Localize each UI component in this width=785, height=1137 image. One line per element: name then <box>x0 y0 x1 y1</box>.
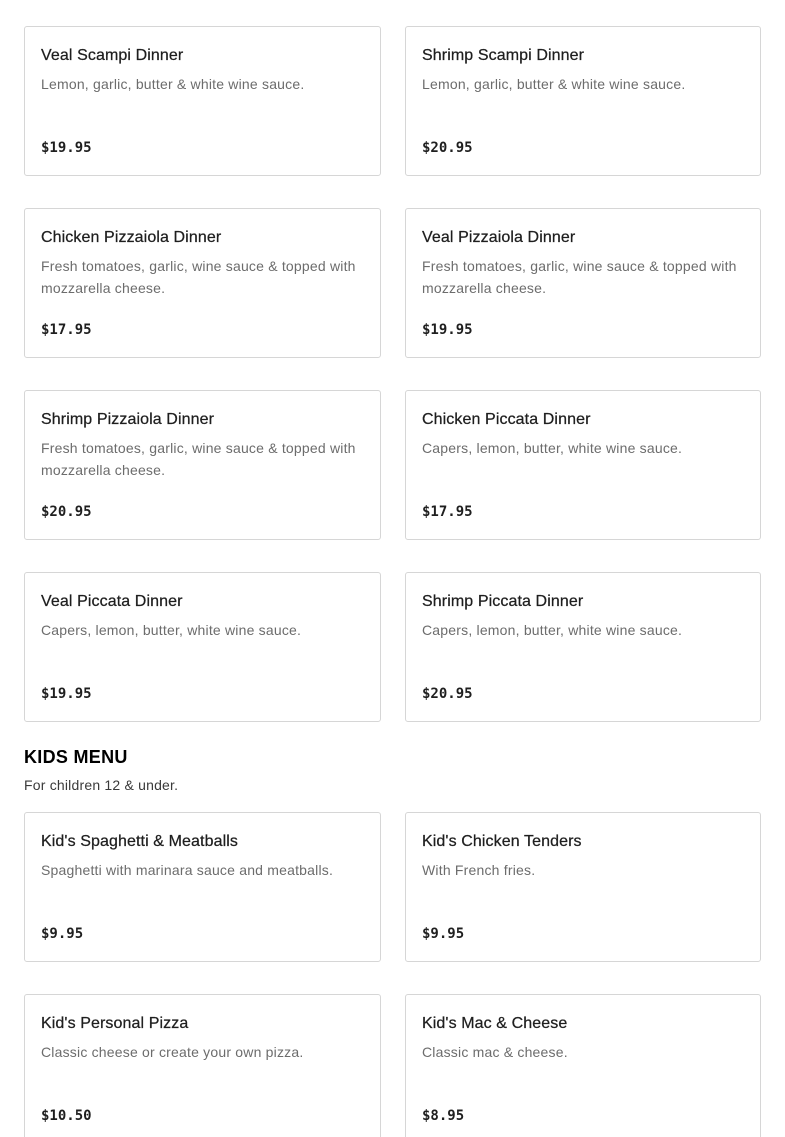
menu-item-card[interactable] <box>24 390 381 540</box>
menu-item-name: Kid's Personal Pizza <box>41 1015 189 1032</box>
menu-item-name: Veal Piccata Dinner <box>41 593 183 610</box>
menu-item-card[interactable] <box>405 994 761 1137</box>
menu-item-description: Classic cheese or create your own pizza. <box>41 1044 304 1060</box>
menu-item-card[interactable] <box>24 26 381 176</box>
menu-item-price: $19.95 <box>41 140 92 156</box>
menu-item-card[interactable] <box>405 812 761 962</box>
menu-item-price: $9.95 <box>422 926 465 942</box>
kids-menu-title: KIDS MENU <box>24 747 128 767</box>
dinner-menu-grid <box>24 26 761 722</box>
menu-item-price: $8.95 <box>422 1108 465 1124</box>
kids-menu-grid <box>24 812 761 1137</box>
menu-item-price: $20.95 <box>41 504 92 520</box>
menu-item-card[interactable] <box>405 390 761 540</box>
menu-item-description: Classic mac & cheese. <box>422 1044 568 1060</box>
menu-item-card[interactable] <box>405 26 761 176</box>
menu-item-name: Shrimp Piccata Dinner <box>422 593 584 610</box>
menu-item-name: Kid's Spaghetti & Meatballs <box>41 833 238 850</box>
menu-item-price: $17.95 <box>41 322 92 338</box>
menu-item-name: Chicken Piccata Dinner <box>422 411 591 428</box>
menu-item-description: Lemon, garlic, butter & white wine sauce. <box>41 76 305 92</box>
menu-item-name: Kid's Mac & Cheese <box>422 1015 568 1032</box>
menu-item-name: Shrimp Pizzaiola Dinner <box>41 411 215 428</box>
kids-menu-subtitle: For children 12 & under. <box>24 777 179 793</box>
menu-item-description: Fresh tomatoes, garlic, wine sauce & topped with mozzarella cheese. <box>41 258 356 296</box>
menu-item-card[interactable] <box>405 208 761 358</box>
menu-item-card[interactable] <box>24 994 381 1137</box>
menu-item-description: Fresh tomatoes, garlic, wine sauce & topped with mozzarella cheese. <box>422 258 737 296</box>
menu-item-card[interactable] <box>405 572 761 722</box>
menu-item-price: $10.50 <box>41 1108 92 1124</box>
menu-item-description: Lemon, garlic, butter & white wine sauce. <box>422 76 686 92</box>
menu-item-card[interactable] <box>24 572 381 722</box>
menu-item-name: Kid's Chicken Tenders <box>422 833 582 850</box>
menu-item-card[interactable] <box>24 812 381 962</box>
menu-item-price: $20.95 <box>422 140 473 156</box>
menu-item-price: $9.95 <box>41 926 84 942</box>
menu-item-name: Veal Pizzaiola Dinner <box>422 229 576 246</box>
menu-item-description: Capers, lemon, butter, white wine sauce. <box>41 622 302 638</box>
menu-item-description: Fresh tomatoes, garlic, wine sauce & topped with mozzarella cheese. <box>41 440 356 478</box>
menu-item-price: $19.95 <box>422 322 473 338</box>
menu-item-card[interactable] <box>24 208 381 358</box>
menu-item-price: $19.95 <box>41 686 92 702</box>
menu-item-name: Chicken Pizzaiola Dinner <box>41 229 222 246</box>
menu-item-price: $20.95 <box>422 686 473 702</box>
menu-item-description: Spaghetti with marinara sauce and meatballs. <box>41 862 334 878</box>
menu-item-description: Capers, lemon, butter, white wine sauce. <box>422 440 683 456</box>
menu-item-description: Capers, lemon, butter, white wine sauce. <box>422 622 683 638</box>
menu-item-price: $17.95 <box>422 504 473 520</box>
menu-item-description: With French fries. <box>422 862 536 878</box>
menu-item-name: Shrimp Scampi Dinner <box>422 47 585 64</box>
menu-item-name: Veal Scampi Dinner <box>41 47 184 64</box>
